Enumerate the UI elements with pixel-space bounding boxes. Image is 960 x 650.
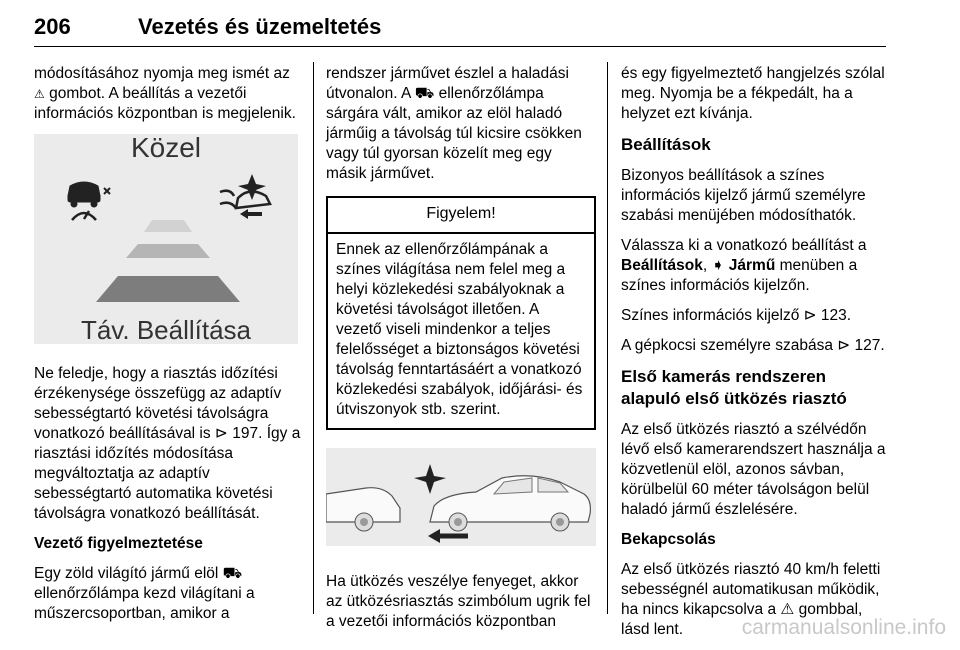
alert-timing-illustration [34, 134, 298, 344]
collision-alert-button-icon: ⚠ [34, 87, 45, 101]
camera-section-heading: Első kamerás rendszeren alapuló első ütközés riasztó [621, 367, 847, 408]
col2-paragraph-1: rendszer járművet észlel a haladási útvonalon. A ⛟ ellenőrzőlámpa sárgára vált, amikor az elöl haladó járműig a távolság túl kicsire csökken vagy túl gyorsan közelít meg egy másik járművet. [326, 65, 582, 182]
column-divider-1 [313, 62, 314, 614]
column-1 [34, 64, 302, 634]
impact-star-icon [414, 464, 446, 494]
driver-alert-subheading: Vezető figyelmeztetése [34, 535, 203, 552]
page-title: Vezetés és üzemeltetés [138, 14, 382, 39]
col1-paragraph-1: módosításához nyomja meg ismét az ⚠ gombot. A beállítás a vezetői információs központban is megjelenik. [34, 65, 296, 122]
collision-scenario-illustration [326, 448, 596, 546]
warning-title: Figyelem! [328, 198, 594, 234]
front-car-icon [430, 476, 590, 531]
alert-timing-figure [34, 134, 298, 344]
warning-box [326, 196, 596, 430]
distance-level-2 [126, 244, 210, 258]
col3-paragraph-3: Válassza ki a vonatkozó beállítást a Beállítások, ➧ Jármű menüben a színes információs kijelzőn. [621, 237, 867, 294]
activation-subheading: Bekapcsolás [621, 531, 716, 548]
col1-paragraph-3: Egy zöld világító jármű elöl ⛟ ellenőrzőlámpa kezd világítani a műszercsoportban, amikor a [34, 565, 255, 622]
column-divider-2 [607, 62, 608, 614]
approach-arrow-icon [428, 529, 468, 543]
col1-paragraph-2: Ne feledje, hogy a riasztás időzítési érzékenysége összefügg az adaptív sebességtartó követési távolságra vonatkozó beállításával is ⊳ 197. Így a riasztási időzítés módosítása megváltoztatja az adaptív sebességtartó automatika követési távolságra vonatkozó beállítását. [34, 365, 301, 522]
rear-car-icon [326, 488, 400, 531]
vehicle-ahead-gauge-icon [68, 182, 110, 220]
col3-paragraph-1: és egy figyelmeztető hangjelzés szólal meg. Nyomja be a fékpedált, ha a helyzet ezt kívánja. [621, 65, 885, 122]
column-3 [621, 64, 889, 650]
col2-paragraph-2: Ha ütközés veszélye fenyeget, akkor az ütközésriasztás szimbólum ugrik fel a vezetői információs központban [326, 573, 591, 630]
menu-path-vehicle: Jármű [728, 257, 776, 274]
col3-paragraph-6: Az első ütközés riasztó a szélvédőn lévő első kamerarendszert használja a közvetlenül elöl, azonos sávban, körülbelül 60 méter távolságon belül haladó jármű észlelésére. [621, 421, 886, 518]
watermark: carmanualsonline.info [741, 616, 946, 639]
col3-paragraph-7: Az első ütközés riasztó 40 km/h feletti sebességnél automatikusan működik, ha nincs kikapcsolva a ⚠ gombbal, lásd lent. [621, 561, 881, 638]
menu-path-settings: Beállítások [621, 257, 703, 274]
page-number: 206 [34, 14, 71, 39]
warning-body: Ennek az ellenőrzőlámpának a színes világítása nem felel meg a helyi közlekedési szabályoknak a követési távolságot illetően. A vezető viseli mindenkor a teljes felelősséget a biztonságos követési távolság fenntartásáért a vonatkozó közlekedési szabályok, időjárási- és útviszonyok stb. szerint. [336, 241, 583, 418]
collision-scenario-figure [326, 448, 596, 546]
figure-title: Közel [130, 132, 202, 163]
distance-level-1 [144, 220, 192, 232]
col3-paragraph-2: Bizonyos beállítások a színes információs kijelző jármű személyre szabási menüjében módosíthatók. [621, 167, 866, 224]
col3-paragraph-4: Színes információs kijelző ⊳ 123. [621, 307, 852, 324]
header-divider [34, 46, 886, 47]
col3-paragraph-5: A gépkocsi személyre szabása ⊳ 127. [621, 337, 885, 354]
collision-warning-icon [220, 174, 270, 219]
distance-level-3 [96, 276, 240, 302]
settings-heading: Beállítások [621, 135, 711, 154]
figure-footer: Táv. Beállítása [80, 315, 252, 345]
column-2 [326, 64, 596, 642]
page-header [34, 8, 960, 48]
